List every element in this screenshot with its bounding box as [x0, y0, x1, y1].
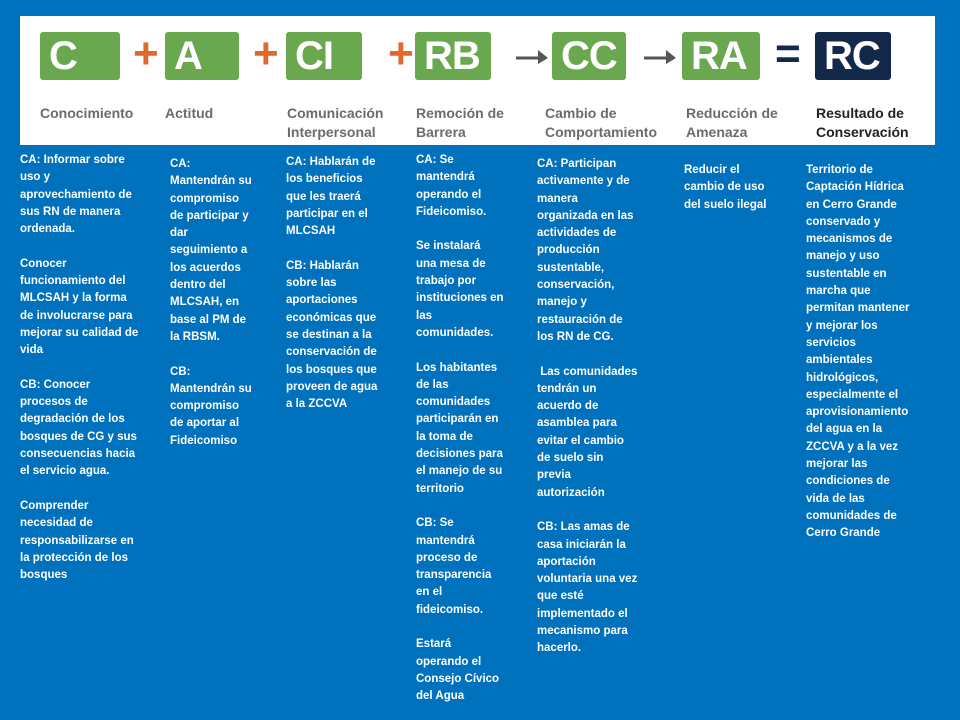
label-conocimiento: Conocimiento	[40, 105, 134, 121]
plus-operator: +	[388, 29, 414, 78]
arrow-right-icon	[514, 46, 550, 64]
box-rc: RC	[815, 32, 891, 80]
label-reduccion-de-amenaza: Reducción de Amenaza	[686, 105, 778, 140]
column-cambio-text: CA: Participan activamente y de manera organizada en las actividades de producción sustentable, conservación, manejo y restauración de los RN de CG. Las comunidades tendrán un acuerdo de asamblea para evitar el cambio de suelo sin previa autorización CB: Las amas de casa iniciarán la aportación voluntaria una vez que esté implementado el mecanismo para hacerlo.	[537, 158, 638, 655]
label-remocion-de-barrera: Remoción de Barrera	[416, 105, 504, 140]
column-comunicacion-text: CA: Hablarán de los beneficios que les traerá participar en el MLCSAH CB: Hablarán sobre las aportaciones económicas que se destinan a la conservación de los bosques que proveen de agua a la ZCCVA	[286, 156, 378, 411]
box-cc: CC	[552, 32, 626, 80]
column-conocimiento-text: CA: Informar sobre uso y aprovechamiento de sus RN de manera ordenada. Conocer funcionamiento del MLCSAH y la forma de involucrarse para mejorar su calidad de vida CB: Conocer procesos de degradación de los bosques de CG y sus consecuencias hacia el servicio agua. Comprender necesidad de responsabilizarse en la protección de los bosques	[20, 154, 139, 582]
arrow-right-icon	[642, 46, 678, 64]
label-cambio-de-comportamiento: Cambio de Comportamiento	[545, 105, 657, 140]
column-actitud-text: CA: Mantendrán su compromiso de participar y dar seguimiento a los acuerdos dentro del MLCSAH, en base al PM de la RBSM. CB: Mantendrán su compromiso de aportar al Fideicomiso	[170, 158, 252, 447]
column-reduccion-text: Reducir el cambio de uso del suelo ilegal	[684, 164, 768, 211]
box-rb: RB	[415, 32, 491, 80]
equals-operator: =	[775, 29, 801, 78]
label-resultado-de-conservacion: Resultado de Conservación	[816, 105, 909, 140]
plus-operator: +	[253, 29, 279, 78]
column-remocion-text: CA: Se mantendrá operando el Fideicomiso. Se instalará una mesa de trabajo por instituciones en las comunidades. Los habitantes de las comunidades participarán en la toma de decisiones para el manejo de su territorio CB: Se mantendrá proceso de transparencia en el fideicomiso. Estará operando el Consejo Cívico del Agua	[416, 154, 504, 703]
column-resultado-text: Territorio de Captación Hídrica en Cerro Grande conservado y mecanismos de manejo y uso sustentable en marcha que permitan mantener y mejorar los servicios ambientales hidrológicos, especialmente el aprovisionamiento del agua en la ZCCVA y a la vez mejorar las condiciones de vida de las comunidades de Cerro Grande	[806, 164, 913, 540]
equation-header	[20, 16, 935, 145]
box-ci: CI	[286, 32, 362, 80]
box-ra: RA	[682, 32, 760, 80]
box-a: A	[165, 32, 239, 80]
label-actitud: Actitud	[165, 105, 214, 121]
box-c: C	[40, 32, 120, 80]
plus-operator: +	[133, 29, 159, 78]
label-comunicacion-interpersonal: Comunicación Interpersonal	[287, 105, 384, 140]
